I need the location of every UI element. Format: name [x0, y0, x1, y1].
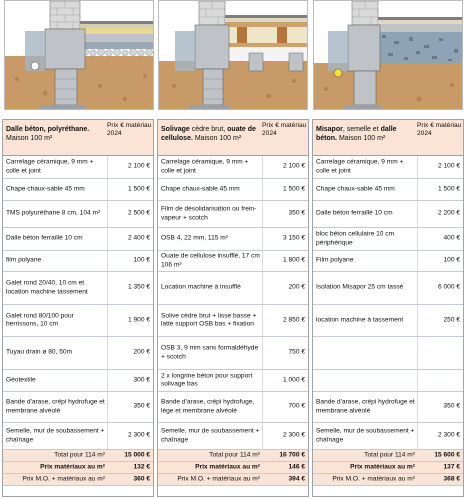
- labor-materials-per-m2-row: [313, 474, 463, 486]
- column-divider: [417, 370, 418, 391]
- row-label: Isolation Misapor 25 cm tassé: [316, 283, 404, 291]
- labor-materials-per-m2-row-value: 360 €: [133, 475, 150, 483]
- total-row-label: Total pour 114 m²: [364, 451, 415, 459]
- table-row: [3, 392, 153, 423]
- column-divider: [417, 305, 418, 336]
- table-header: [158, 120, 308, 156]
- table-row: [3, 179, 153, 201]
- row-price: 2 300 €: [283, 431, 305, 439]
- column-divider: [107, 179, 108, 200]
- row-label: Galet rond 80/100 pour herrissons, 10 cm: [6, 311, 74, 328]
- title-bold-2: ouate de cellulose.: [161, 126, 256, 142]
- column-divider: [107, 201, 108, 227]
- column-divider: [262, 251, 263, 271]
- column-divider: [107, 156, 108, 178]
- row-label: OSB 3, 9 mm sans formaldéhyde + scotch: [161, 344, 259, 360]
- table-row: [313, 305, 463, 337]
- total-row-value: 15 000 €: [124, 451, 150, 459]
- table-title: [316, 125, 416, 143]
- row-price: 1 500 €: [438, 185, 460, 193]
- total-row: [3, 450, 153, 462]
- illustration-row: [0, 0, 467, 113]
- table-row: [3, 370, 153, 392]
- row-label: Carrelage céramique, 9 mm + colle et joint: [6, 158, 94, 174]
- column-divider: [417, 179, 418, 200]
- column-divider: [262, 423, 263, 449]
- row-price: 1 800 €: [283, 256, 305, 264]
- title-bold: Misapor: [316, 126, 343, 133]
- table-row: [158, 392, 308, 423]
- column-divider: [262, 179, 263, 200]
- column-divider: [262, 272, 263, 304]
- labor-materials-per-m2-row-value: 368 €: [443, 475, 460, 483]
- row-price: 1 500 €: [128, 185, 150, 193]
- labor-materials-per-m2-row-label: Prix M.O. + matériaux au m²: [332, 475, 415, 483]
- row-price: 200 €: [288, 283, 305, 291]
- price-per-m2-row-label: Prix matériaux au m²: [40, 463, 105, 471]
- total-row: [158, 450, 308, 462]
- table-row: [313, 179, 463, 201]
- row-price: 1 350 €: [128, 283, 150, 291]
- labor-materials-per-m2-row-label: Prix M.O. + matériaux au m²: [177, 475, 260, 483]
- price-header: Prix € matériau 2024: [107, 122, 152, 138]
- table-row: [3, 201, 153, 228]
- price-per-m2-row-value: 137 €: [443, 463, 460, 471]
- row-price: 3 150 €: [283, 234, 305, 242]
- comparison-table-1: [2, 119, 154, 497]
- title-mid: , semelle et: [342, 126, 381, 133]
- comparison-table-2: [157, 119, 309, 497]
- row-label: Solive cèdre brut + lisse basse + latte support OSB bas + fixation: [161, 311, 257, 328]
- labor-materials-per-m2-row: [3, 474, 153, 486]
- total-row-value: 16 700 €: [279, 451, 305, 459]
- row-label: Semelle, mur de soubassement + chaînage: [6, 427, 105, 443]
- total-row-value: 15 600 €: [434, 451, 460, 459]
- price-header: Prix € matériau 2024: [417, 122, 462, 138]
- table-row: [313, 156, 463, 179]
- table-header: [313, 120, 463, 156]
- table-row: [158, 179, 308, 201]
- title-rest: Maison 100 m²: [337, 135, 386, 142]
- table-row: [313, 272, 463, 305]
- table-row: [313, 251, 463, 272]
- total-row-label: Total pour 114 m²: [209, 451, 260, 459]
- row-price: 2 300 €: [128, 431, 150, 439]
- title-bold-2: dalle béton.: [316, 126, 397, 142]
- column-divider: [262, 337, 263, 369]
- row-label: 2 x longrine béton pour support solivage bas: [161, 371, 253, 388]
- labor-materials-per-m2-row: [158, 474, 308, 486]
- title-mid: cèdre brut,: [189, 126, 228, 133]
- title-rest: Maison 100 m²: [6, 135, 53, 142]
- row-label: Géotextile: [6, 376, 36, 384]
- price-per-m2-row-label: Prix matériaux au m²: [195, 463, 260, 471]
- row-price: 1 900 €: [128, 316, 150, 324]
- column-divider: [107, 392, 108, 422]
- row-price: 2 850 €: [283, 316, 305, 324]
- table-row: [3, 272, 153, 305]
- price-header: Prix € matériau 2024: [262, 122, 307, 138]
- row-price: 350 €: [288, 209, 305, 217]
- row-label: Chape chaux-sable 45 mm: [316, 185, 395, 193]
- illustration-slab-section: [4, 0, 154, 110]
- column-divider: [262, 156, 263, 178]
- row-price: 6 000 €: [438, 283, 460, 291]
- row-label: Ouate de cellulose insufflé, 17 cm 106 m²: [161, 252, 260, 268]
- labor-materials-per-m2-row-value: 394 €: [288, 475, 305, 483]
- row-price: 250 €: [443, 316, 460, 324]
- column-divider: [417, 423, 418, 449]
- row-price: 100 €: [443, 256, 460, 264]
- price-per-m2-row-value: 146 €: [288, 463, 305, 471]
- row-label: Chape chaux-sable 45 mm: [161, 185, 240, 193]
- table-row: [313, 370, 463, 392]
- total-row-label: Total pour 114 m²: [54, 451, 105, 459]
- table-row: [158, 305, 308, 337]
- table-row: [3, 156, 153, 179]
- table-row: [3, 423, 153, 450]
- row-price: 1 000 €: [283, 376, 305, 384]
- row-label: Bande d'arase, crépi hydrofuge et membrane alvéolé: [316, 398, 415, 414]
- table-row: [158, 272, 308, 305]
- table-header: [3, 120, 153, 156]
- table-row: [158, 228, 308, 251]
- table-row: [313, 201, 463, 228]
- illustration-misapor-section: [313, 0, 463, 110]
- row-price: 2 100 €: [128, 162, 150, 170]
- table-row: [313, 423, 463, 450]
- row-label: Carrelage céramique, 9 mm + colle et joint: [316, 158, 404, 174]
- total-row: [313, 450, 463, 462]
- column-divider: [262, 228, 263, 250]
- column-divider: [107, 305, 108, 336]
- table-title: [161, 125, 261, 143]
- column-divider: [107, 370, 108, 391]
- column-divider: [107, 251, 108, 271]
- comparison-table-3: [312, 119, 464, 497]
- row-label: Dalle béton ferraillé 10 cm: [316, 209, 393, 217]
- table-row: [313, 392, 463, 423]
- row-label: bloc béton cellulaire 10 cm périphérique: [316, 230, 395, 246]
- row-label: Film de désolidarisation ou frein-vapeur + scotch: [161, 205, 257, 221]
- row-label: Bande d'arase, crépi hydrofuge et membrane alvéolé: [6, 398, 105, 414]
- table-row: [313, 337, 463, 370]
- table-row: [3, 251, 153, 272]
- row-price: 100 €: [133, 256, 150, 264]
- column-divider: [262, 201, 263, 227]
- column-divider: [417, 156, 418, 178]
- table-row: [158, 201, 308, 228]
- table-row: [158, 423, 308, 450]
- row-price: 1 500 €: [283, 185, 305, 193]
- column-divider: [262, 392, 263, 422]
- column-divider: [107, 228, 108, 250]
- row-price: 2 300 €: [438, 431, 460, 439]
- column-divider: [417, 392, 418, 422]
- price-per-m2-row: [3, 462, 153, 474]
- price-per-m2-row-value: 132 €: [133, 463, 150, 471]
- row-price: 400 €: [443, 234, 460, 242]
- row-price: 350 €: [443, 402, 460, 410]
- row-label: TMS polyuréthane 8 cm, 104 m²: [6, 209, 101, 217]
- column-divider: [417, 272, 418, 304]
- row-price: 200 €: [133, 348, 150, 356]
- row-price: 2 100 €: [283, 162, 305, 170]
- table-row: [3, 305, 153, 337]
- row-label: Chape chaux-sable 45 mm: [6, 185, 85, 193]
- price-per-m2-row: [313, 462, 463, 474]
- row-price: 2 200 €: [438, 209, 460, 217]
- row-label: Semelle, mur de soubassement + chaînage: [316, 427, 415, 443]
- row-label: Tuyau drain ø 80, 50m: [6, 348, 73, 356]
- table-row: [3, 228, 153, 251]
- row-price: 300 €: [133, 376, 150, 384]
- row-price: 700 €: [288, 402, 305, 410]
- table-row: [158, 370, 308, 392]
- table-row: [3, 337, 153, 370]
- row-label: Dalle béton ferraillé 10 cm: [6, 234, 83, 242]
- row-label: film polyane: [6, 256, 42, 264]
- labor-materials-per-m2-row-label: Prix M.O. + matériaux au m²: [22, 475, 105, 483]
- price-per-m2-row-label: Prix matériaux au m²: [350, 463, 415, 471]
- table-row: [158, 251, 308, 272]
- title-rest: Maison 100 m²: [192, 135, 242, 142]
- row-price: 2 500 €: [128, 209, 150, 217]
- row-label: Carrelage céramique, 9 mm + colle et joint: [161, 158, 249, 174]
- row-label: Semelle, mur de soubassement + chaînage: [161, 427, 260, 443]
- row-label: Bande d'arase, crépi hydrofuge, lège et membrane alvéolé: [161, 398, 255, 414]
- price-per-m2-row: [158, 462, 308, 474]
- row-price: 2 400 €: [128, 234, 150, 242]
- title-bold: Dalle béton, polyréthane.: [6, 126, 90, 133]
- column-divider: [417, 337, 418, 369]
- title-bold: Solivage: [161, 126, 190, 133]
- row-label: location machine à tassement: [316, 316, 404, 324]
- row-label: OSB 4, 22 mm, 115 m²: [161, 234, 228, 242]
- column-divider: [417, 251, 418, 271]
- row-label: Location machine à insufflé: [161, 283, 241, 291]
- table-row: [313, 228, 463, 251]
- column-divider: [107, 337, 108, 369]
- column-divider: [107, 423, 108, 449]
- column-divider: [417, 228, 418, 250]
- row-price: 350 €: [133, 402, 150, 410]
- column-divider: [107, 272, 108, 304]
- illustration-joist-section: [158, 0, 308, 110]
- table-row: [158, 156, 308, 179]
- column-divider: [262, 370, 263, 391]
- row-label: Galet rond 20/40, 10 cm et location machine tassement: [6, 279, 88, 295]
- column-divider: [262, 305, 263, 336]
- row-price: 750 €: [288, 348, 305, 356]
- table-row: [158, 337, 308, 370]
- table-title: [6, 125, 106, 143]
- row-price: 2 100 €: [438, 162, 460, 170]
- row-label: Film polyane: [316, 256, 354, 264]
- comparison-tables: [2, 119, 465, 497]
- column-divider: [417, 201, 418, 227]
